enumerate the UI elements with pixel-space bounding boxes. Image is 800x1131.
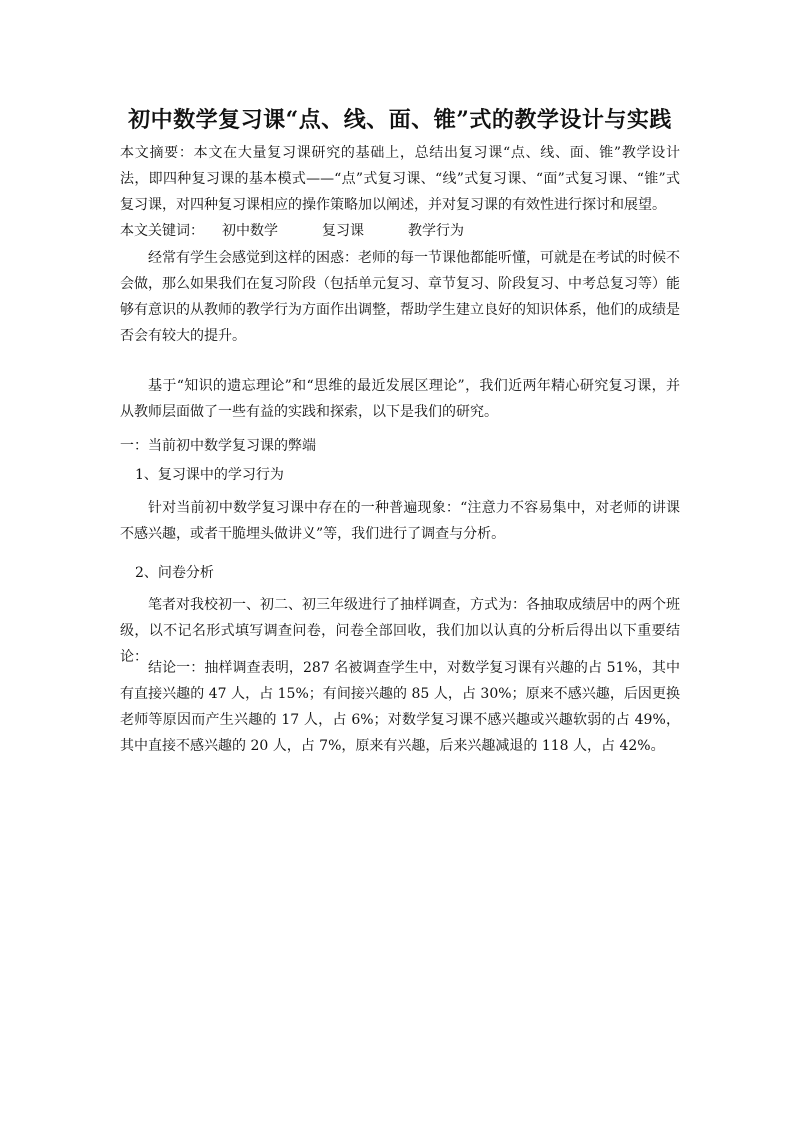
abstract: 本文摘要：本文在大量复习课研究的基础上，总结出复习课“点、线、面、锥”教学设计法，即四种复习课的基本模式——“点”式复习课、“线”式复习课、“面”式复习课、“锥”式复习课，对四种复习课相应的操作策略加以阐述，并对复习课的有效性进行探讨和展望。 bbox=[120, 145, 680, 213]
keyword: 初中数学 bbox=[222, 223, 278, 239]
document-title: 初中数学复习课“点、线、面、锥”式的教学设计与实践 bbox=[128, 107, 672, 133]
body-paragraph: 结论一：抽样调查表明，287 名被调查学生中，对数学复习课有兴趣的占 51%，其中有直接兴趣的 47 人，占 15%；有间接兴趣的 85 人，占 30%；原来不感兴趣，后因更换老师等原因而产生兴趣的 17 人，占 6%；对数学复习课不感兴趣或兴趣软弱的占 49%，其中直接不感兴趣的 20 人，占 7%，原来有兴趣，后来兴趣减退的 118 人，占 42%。 bbox=[120, 660, 680, 754]
keywords-line bbox=[120, 218, 680, 244]
body-paragraph: 经常有学生会感觉到这样的困惑：老师的每一节课他都能听懂，可就是在考试的时候不会做，那么如果我们在复习阶段（包括单元复习、章节复习、阶段复习、中考总复习等）能够有意识的从教师的教学行为方面作出调整，帮助学生建立良好的知识体系，他们的成绩是否会有较大的提升。 bbox=[120, 250, 680, 344]
keyword: 教学行为 bbox=[408, 223, 464, 239]
body-paragraph: 针对当前初中数学复习课中存在的一种普遍现象：“注意力不容易集中，对老师的讲课不感兴趣，或者干脆埋头做讲义”等，我们进行了调查与分析。 bbox=[120, 500, 680, 542]
subsection-heading: 1、复习课中的学习行为 bbox=[135, 467, 284, 483]
section-heading: 一：当前初中数学复习课的弊端 bbox=[120, 438, 316, 454]
subsection-heading: 2、问卷分析 bbox=[135, 565, 214, 581]
keyword: 复习课 bbox=[322, 223, 364, 239]
keywords-label: 本文关键词： bbox=[120, 223, 204, 239]
body-paragraph: 笔者对我校初一、初二、初三年级进行了抽样调查，方式为：各抽取成绩居中的两个班级，以不记名形式填写调查问卷，问卷全部回收，我们加以认真的分析后得出以下重要结论： bbox=[120, 597, 680, 665]
body-paragraph: 基于“知识的遗忘理论”和“思维的最近发展区理论”，我们近两年精心研究复习课，并从教师层面做了一些有益的实践和探索，以下是我们的研究。 bbox=[120, 378, 680, 420]
